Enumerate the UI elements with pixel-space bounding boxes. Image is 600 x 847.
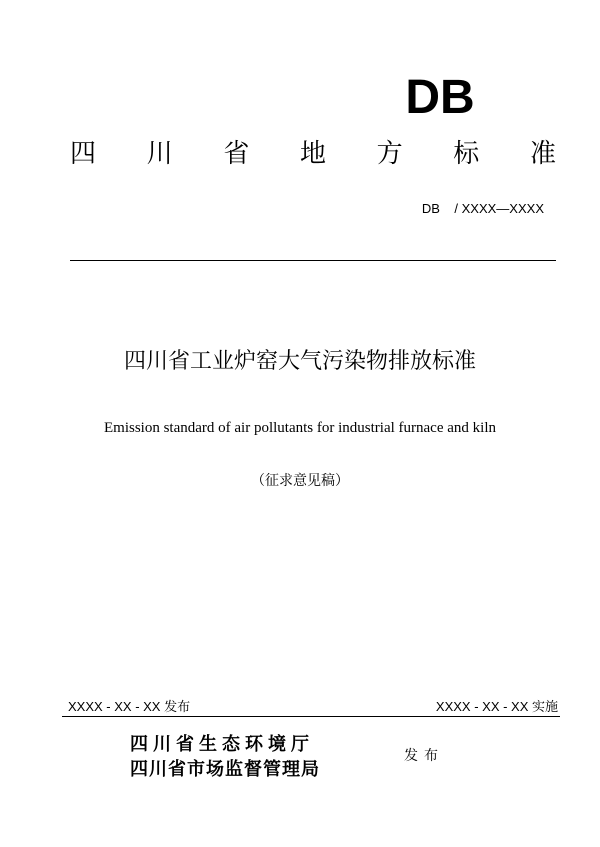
standard-type-heading [70, 136, 556, 172]
document-title-english: Emission standard of air pollutants for industrial furnace and kiln [104, 420, 496, 436]
standard-type-char: 准 [529, 139, 556, 169]
implementation-date: XXXX - XX - XX 实施 [435, 699, 558, 714]
issuer-market-regulation-bureau: 四川省市场监督管理局 [130, 759, 320, 780]
standard-code: DB / XXXX—XXXX [421, 201, 544, 216]
standard-type-char: 四 [70, 139, 97, 169]
standard-type-char: 省 [223, 139, 250, 169]
issue-date: XXXX - XX - XX 发布 [68, 699, 191, 714]
standard-type-char: 地 [299, 139, 326, 169]
footer-divider [62, 716, 560, 717]
standard-type-char: 方 [376, 139, 403, 169]
issuer-ecology-department: 四川省生态环境厅 [130, 734, 314, 755]
db-logo: DB [405, 71, 475, 124]
document-title-chinese: 四川省工业炉窑大气污染物排放标准 [123, 349, 476, 374]
header-divider [70, 260, 556, 261]
publish-label: 发布 [404, 748, 444, 764]
standard-type-char: 标 [453, 139, 480, 169]
issuing-authorities [130, 732, 388, 782]
draft-note: （征求意见稿） [251, 473, 349, 489]
standard-type-char: 川 [146, 139, 173, 169]
